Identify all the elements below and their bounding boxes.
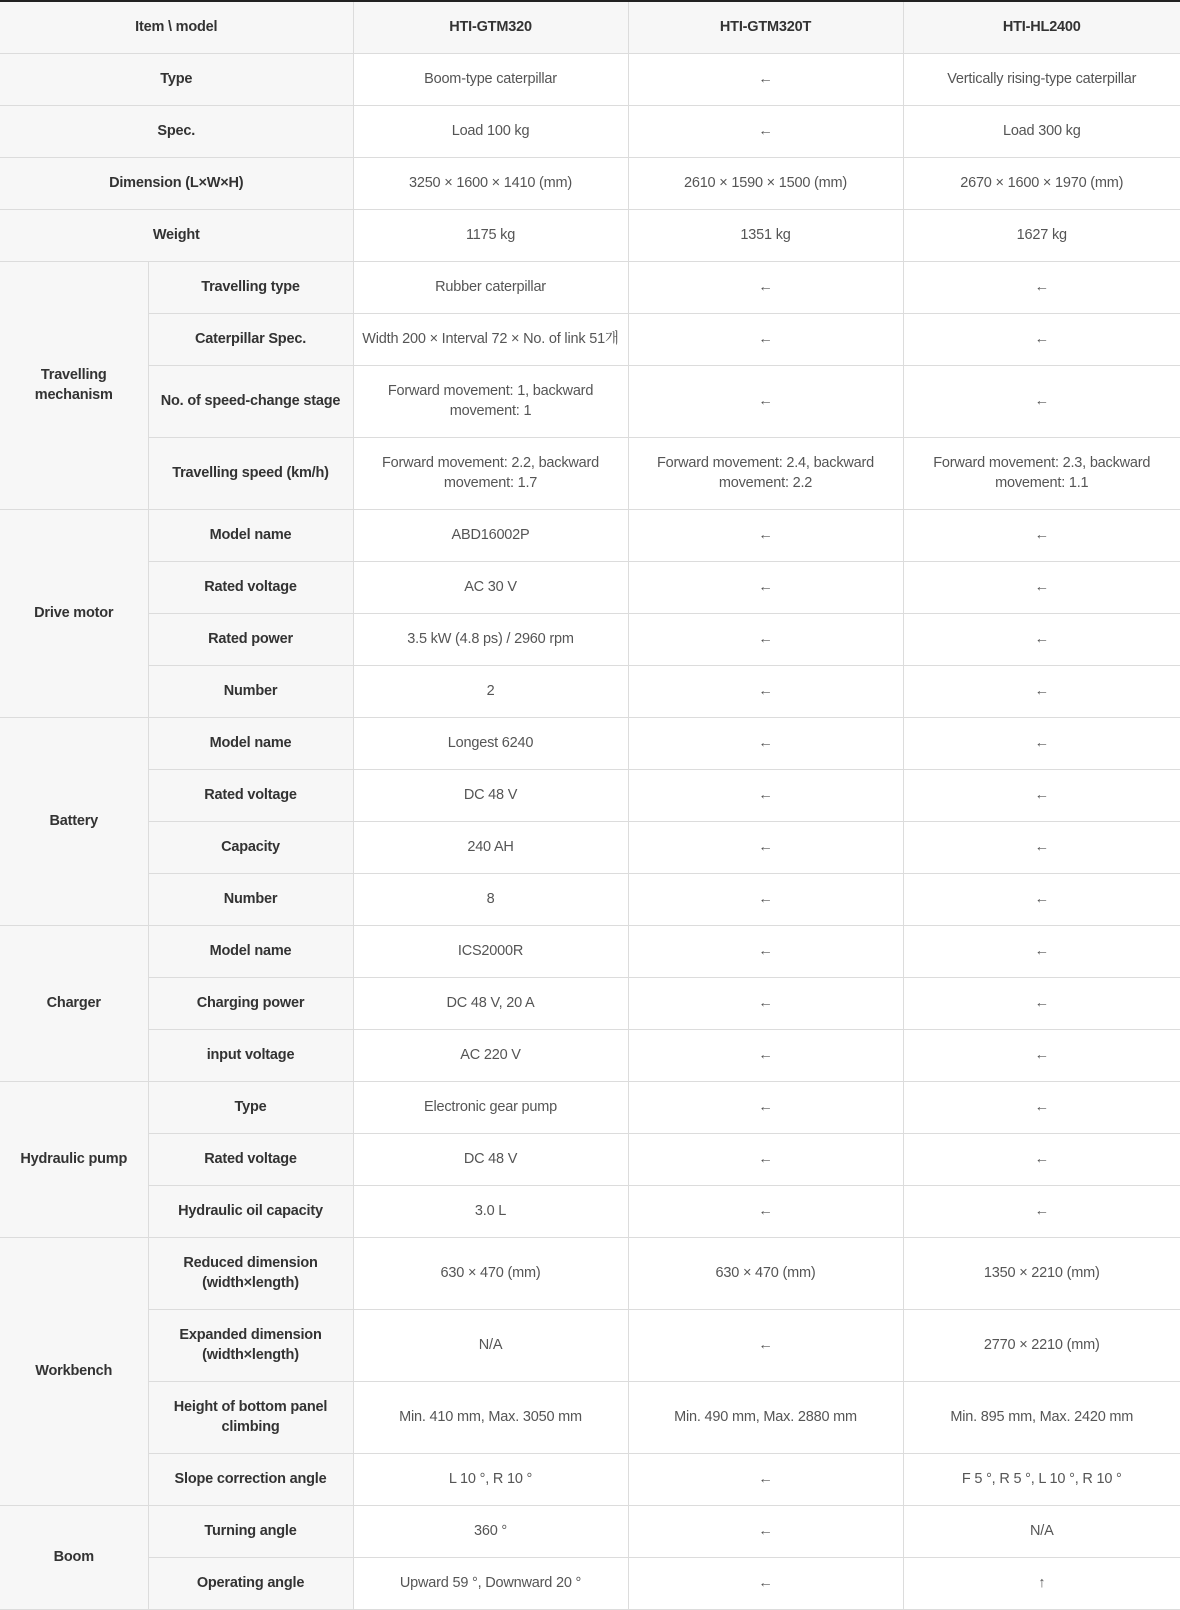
sub-row-label: Hydraulic oil capacity <box>148 1185 353 1237</box>
table-row <box>0 873 1180 925</box>
value-cell: 3.5 kW (4.8 ps) / 2960 rpm <box>353 613 628 665</box>
row-label: Dimension (L×W×H) <box>0 157 353 209</box>
table-row <box>0 1557 1180 1609</box>
value-cell: 8 <box>353 873 628 925</box>
value-cell: N/A <box>353 1309 628 1381</box>
value-cell: ← <box>628 613 903 665</box>
value-cell: DC 48 V <box>353 769 628 821</box>
value-cell: 240 AH <box>353 821 628 873</box>
sub-row-label: Number <box>148 665 353 717</box>
value-cell: ← <box>628 53 903 105</box>
table-row <box>0 1237 1180 1309</box>
table-row <box>0 1029 1180 1081</box>
group-label: Travelling mechanism <box>0 261 148 509</box>
value-cell: Forward movement: 1, backward movement: 1 <box>353 365 628 437</box>
value-cell: ← <box>903 1133 1180 1185</box>
group-label: Charger <box>0 925 148 1081</box>
value-cell: 3250 × 1600 × 1410 (mm) <box>353 157 628 209</box>
group-label: Battery <box>0 717 148 925</box>
value-cell: ICS2000R <box>353 925 628 977</box>
header-model-cell: HTI-GTM320T <box>628 1 903 53</box>
value-cell: ← <box>628 105 903 157</box>
value-cell: Boom-type caterpillar <box>353 53 628 105</box>
table-row <box>0 509 1180 561</box>
value-cell: ← <box>628 1453 903 1505</box>
table-row <box>0 613 1180 665</box>
value-cell: ← <box>628 509 903 561</box>
value-cell: ← <box>628 1029 903 1081</box>
table-row <box>0 105 1180 157</box>
value-cell: ← <box>628 769 903 821</box>
value-cell: Load 100 kg <box>353 105 628 157</box>
value-cell: F 5 °, R 5 °, L 10 °, R 10 ° <box>903 1453 1180 1505</box>
value-cell: ← <box>903 717 1180 769</box>
value-cell: 2 <box>353 665 628 717</box>
value-cell: ← <box>903 561 1180 613</box>
sub-row-label: Rated voltage <box>148 769 353 821</box>
value-cell: ← <box>628 821 903 873</box>
sub-row-label: Expanded dimension (width×length) <box>148 1309 353 1381</box>
header-row <box>0 1 1180 53</box>
table-row <box>0 209 1180 261</box>
table-row <box>0 53 1180 105</box>
value-cell: 1351 kg <box>628 209 903 261</box>
sub-row-label: Caterpillar Spec. <box>148 313 353 365</box>
table-row <box>0 717 1180 769</box>
value-cell: 2770 × 2210 (mm) <box>903 1309 1180 1381</box>
value-cell: DC 48 V, 20 A <box>353 977 628 1029</box>
value-cell: 1350 × 2210 (mm) <box>903 1237 1180 1309</box>
row-label: Type <box>0 53 353 105</box>
sub-row-label: Rated voltage <box>148 561 353 613</box>
table-row <box>0 1309 1180 1381</box>
value-cell: ← <box>903 365 1180 437</box>
value-cell: Forward movement: 2.3, backward movement: 1.1 <box>903 437 1180 509</box>
value-cell: ← <box>903 1029 1180 1081</box>
table-row <box>0 1081 1180 1133</box>
spec-table-header <box>0 1 1180 53</box>
value-cell: 1627 kg <box>903 209 1180 261</box>
header-model-cell: HTI-HL2400 <box>903 1 1180 53</box>
value-cell: ABD16002P <box>353 509 628 561</box>
value-cell: ← <box>903 873 1180 925</box>
table-row <box>0 1185 1180 1237</box>
value-cell: ← <box>628 925 903 977</box>
value-cell: ← <box>628 1505 903 1557</box>
sub-row-label: Model name <box>148 509 353 561</box>
table-row <box>0 977 1180 1029</box>
table-row <box>0 1453 1180 1505</box>
value-cell: ← <box>628 717 903 769</box>
group-label: Hydraulic pump <box>0 1081 148 1237</box>
value-cell: ← <box>628 313 903 365</box>
value-cell: ← <box>903 509 1180 561</box>
value-cell: ← <box>903 977 1180 1029</box>
sub-row-label: Rated voltage <box>148 1133 353 1185</box>
table-row <box>0 1381 1180 1453</box>
sub-row-label: No. of speed-change stage <box>148 365 353 437</box>
value-cell: ← <box>628 665 903 717</box>
table-row <box>0 821 1180 873</box>
sub-row-label: Slope correction angle <box>148 1453 353 1505</box>
value-cell: ← <box>628 1557 903 1609</box>
value-cell: Upward 59 °, Downward 20 ° <box>353 1557 628 1609</box>
sub-row-label: Travelling speed (km/h) <box>148 437 353 509</box>
spec-table-body <box>0 53 1180 1609</box>
sub-row-label: Reduced dimension (width×length) <box>148 1237 353 1309</box>
value-cell: Forward movement: 2.2, backward movement: 1.7 <box>353 437 628 509</box>
sub-row-label: Rated power <box>148 613 353 665</box>
value-cell: ← <box>628 1309 903 1381</box>
group-label: Workbench <box>0 1237 148 1505</box>
row-label: Weight <box>0 209 353 261</box>
sub-row-label: Type <box>148 1081 353 1133</box>
value-cell: N/A <box>903 1505 1180 1557</box>
value-cell: Electronic gear pump <box>353 1081 628 1133</box>
value-cell: 3.0 L <box>353 1185 628 1237</box>
row-label: Spec. <box>0 105 353 157</box>
value-cell: ← <box>628 561 903 613</box>
value-cell: ← <box>903 821 1180 873</box>
value-cell: Longest 6240 <box>353 717 628 769</box>
sub-row-label: Charging power <box>148 977 353 1029</box>
value-cell: ← <box>903 1081 1180 1133</box>
sub-row-label: Turning angle <box>148 1505 353 1557</box>
value-cell: ← <box>628 1185 903 1237</box>
table-row <box>0 365 1180 437</box>
sub-row-label: Capacity <box>148 821 353 873</box>
value-cell: Min. 490 mm, Max. 2880 mm <box>628 1381 903 1453</box>
value-cell: ← <box>903 925 1180 977</box>
value-cell: ← <box>903 613 1180 665</box>
value-cell: ← <box>628 1133 903 1185</box>
sub-row-label: Height of bottom panel climbing <box>148 1381 353 1453</box>
value-cell: Vertically rising-type caterpillar <box>903 53 1180 105</box>
header-corner-cell: Item \ model <box>0 1 353 53</box>
value-cell: AC 220 V <box>353 1029 628 1081</box>
value-cell: ↑ <box>903 1557 1180 1609</box>
table-row <box>0 313 1180 365</box>
value-cell: ← <box>903 1185 1180 1237</box>
value-cell: ← <box>903 665 1180 717</box>
value-cell: ← <box>628 261 903 313</box>
group-label: Boom <box>0 1505 148 1609</box>
table-row <box>0 769 1180 821</box>
value-cell: Min. 410 mm, Max. 3050 mm <box>353 1381 628 1453</box>
header-model-cell: HTI-GTM320 <box>353 1 628 53</box>
value-cell: 2670 × 1600 × 1970 (mm) <box>903 157 1180 209</box>
value-cell: AC 30 V <box>353 561 628 613</box>
value-cell: ← <box>628 1081 903 1133</box>
value-cell: DC 48 V <box>353 1133 628 1185</box>
sub-row-label: Travelling type <box>148 261 353 313</box>
sub-row-label: Model name <box>148 925 353 977</box>
value-cell: ← <box>903 769 1180 821</box>
table-row <box>0 665 1180 717</box>
value-cell: 2610 × 1590 × 1500 (mm) <box>628 157 903 209</box>
value-cell: ← <box>628 365 903 437</box>
table-row <box>0 1505 1180 1557</box>
sub-row-label: Model name <box>148 717 353 769</box>
value-cell: ← <box>628 977 903 1029</box>
sub-row-label: Operating angle <box>148 1557 353 1609</box>
table-row <box>0 157 1180 209</box>
group-label: Drive motor <box>0 509 148 717</box>
value-cell: Load 300 kg <box>903 105 1180 157</box>
value-cell: 360 ° <box>353 1505 628 1557</box>
value-cell: ← <box>903 261 1180 313</box>
sub-row-label: input voltage <box>148 1029 353 1081</box>
table-row <box>0 925 1180 977</box>
value-cell: ← <box>628 873 903 925</box>
value-cell: Min. 895 mm, Max. 2420 mm <box>903 1381 1180 1453</box>
table-row <box>0 437 1180 509</box>
table-row <box>0 261 1180 313</box>
table-row <box>0 1133 1180 1185</box>
value-cell: 1175 kg <box>353 209 628 261</box>
value-cell: Forward movement: 2.4, backward movement: 2.2 <box>628 437 903 509</box>
value-cell: L 10 °, R 10 ° <box>353 1453 628 1505</box>
value-cell: Width 200 × Interval 72 × No. of link 51개 <box>353 313 628 365</box>
value-cell: 630 × 470 (mm) <box>628 1237 903 1309</box>
value-cell: ← <box>903 313 1180 365</box>
value-cell: Rubber caterpillar <box>353 261 628 313</box>
table-row <box>0 561 1180 613</box>
sub-row-label: Number <box>148 873 353 925</box>
value-cell: 630 × 470 (mm) <box>353 1237 628 1309</box>
